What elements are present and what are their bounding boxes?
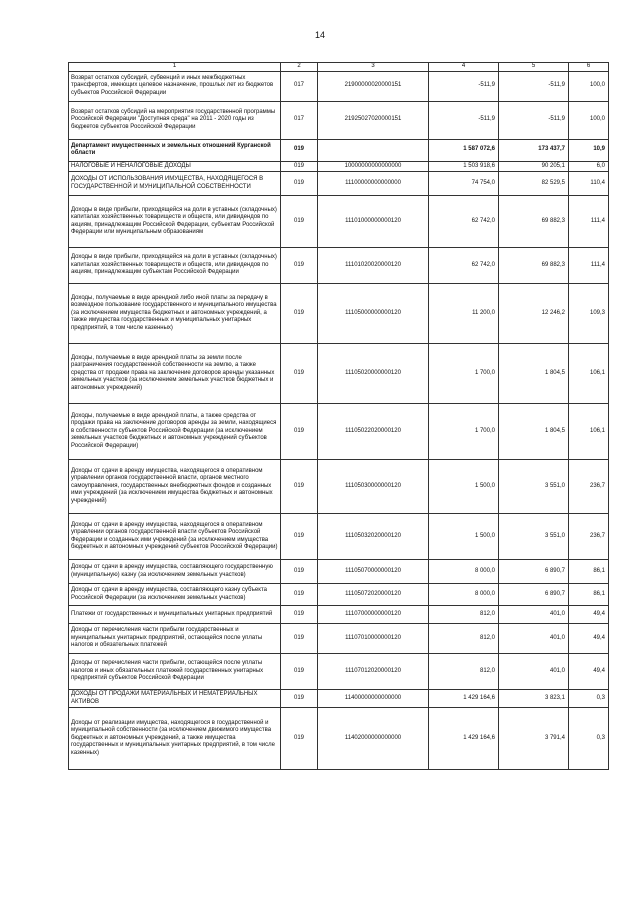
row-percent-cell: 111,4	[569, 248, 609, 284]
header-col-1: 1	[69, 63, 281, 72]
table-row	[69, 654, 609, 690]
row-actual-value-cell: 3 823,1	[499, 690, 569, 708]
row-admin-code-cell: 019	[281, 690, 318, 708]
row-percent-cell: 0,3	[569, 708, 609, 770]
row-percent-cell: 100,0	[569, 71, 609, 101]
row-admin-code-cell: 017	[281, 71, 318, 101]
row-admin-code-cell: 019	[281, 344, 318, 404]
row-plan-value-cell: 1 500,0	[429, 460, 499, 514]
row-percent-cell: 236,7	[569, 460, 609, 514]
table-row	[69, 514, 609, 560]
row-budget-code-cell: 11105022020000120	[318, 404, 429, 460]
row-actual-value-cell: 3 551,0	[499, 514, 569, 560]
row-admin-code-cell: 019	[281, 624, 318, 654]
row-name-cell: Департамент имущественных и земельных отношений Курганской области	[69, 139, 281, 161]
table-row	[69, 344, 609, 404]
row-admin-code-cell: 019	[281, 248, 318, 284]
row-name-cell: Доходы в виде прибыли, приходящейся на доли в уставных (складочных) капиталах хозяйственных товариществ и обществ, или дивидендов по акциям, принадлежащим Российской Федерации, субъектам Российской Федерации или муниципальным образованиям	[69, 196, 281, 248]
row-name-cell: ДОХОДЫ ОТ ПРОДАЖИ МАТЕРИАЛЬНЫХ И НЕМАТЕРИАЛЬНЫХ АКТИВОВ	[69, 690, 281, 708]
table-row	[69, 606, 609, 624]
row-percent-cell: 111,4	[569, 196, 609, 248]
row-plan-value-cell: 11 200,0	[429, 284, 499, 344]
row-admin-code-cell: 019	[281, 560, 318, 584]
row-budget-code-cell: 10000000000000000	[318, 161, 429, 172]
row-plan-value-cell: 62 742,0	[429, 196, 499, 248]
row-plan-value-cell: -511,9	[429, 101, 499, 139]
table-row	[69, 560, 609, 584]
row-actual-value-cell: 82 529,5	[499, 172, 569, 196]
row-admin-code-cell: 019	[281, 584, 318, 606]
row-name-cell: Доходы от перечисления части прибыли государственных и муниципальных унитарных предприятий, остающейся после уплаты налогов и обязательных платежей	[69, 624, 281, 654]
revenue-table	[68, 62, 609, 770]
row-admin-code-cell: 019	[281, 161, 318, 172]
row-budget-code-cell: 11105020000000120	[318, 344, 429, 404]
row-percent-cell: 86,1	[569, 584, 609, 606]
row-name-cell: Доходы от реализации имущества, находящегося в государственной и муниципальной собственности (за исключением движимого имущества бюджетных и автономных учреждений, а также имущества государственных и муниципальных унитарных предприятий, в том числе казенных)	[69, 708, 281, 770]
row-plan-value-cell: 1 503 918,6	[429, 161, 499, 172]
row-plan-value-cell: 812,0	[429, 606, 499, 624]
table-row	[69, 161, 609, 172]
row-name-cell: Возврат остатков субсидий на мероприятия государственной программы Российской Федерации "Доступная среда" на 2011 - 2020 годы из бюджетов субъектов Российской Федерации	[69, 101, 281, 139]
header-col-2: 2	[281, 63, 318, 72]
row-admin-code-cell: 019	[281, 606, 318, 624]
table-row	[69, 101, 609, 139]
row-percent-cell: 0,3	[569, 690, 609, 708]
row-budget-code-cell: 11107012020000120	[318, 654, 429, 690]
table-row	[69, 690, 609, 708]
row-plan-value-cell: 1 700,0	[429, 344, 499, 404]
row-admin-code-cell: 019	[281, 404, 318, 460]
row-name-cell: Доходы в виде прибыли, приходящейся на доли в уставных (складочных) капиталах хозяйственных товариществ и обществ, или дивидендов по акциям, принадлежащим субъектам Российской Федерации	[69, 248, 281, 284]
row-actual-value-cell: 12 246,2	[499, 284, 569, 344]
row-budget-code-cell: 11105032020000120	[318, 514, 429, 560]
row-name-cell: ДОХОДЫ ОТ ИСПОЛЬЗОВАНИЯ ИМУЩЕСТВА, НАХОДЯЩЕГОСЯ В ГОСУДАРСТВЕННОЙ И МУНИЦИПАЛЬНОЙ СОБСТВЕННОСТИ	[69, 172, 281, 196]
row-name-cell: Доходы от сдачи в аренду имущества, находящегося в оперативном управлении органов государственной власти субъектов Российской Федерации и созданных ими учреждений (за исключением имущества бюджетных и автономных учреждений субъектов Российской Федерации)	[69, 514, 281, 560]
row-name-cell: НАЛОГОВЫЕ И НЕНАЛОГОВЫЕ ДОХОДЫ	[69, 161, 281, 172]
row-budget-code-cell: 11400000000000000	[318, 690, 429, 708]
row-actual-value-cell: 1 804,5	[499, 404, 569, 460]
row-percent-cell: 236,7	[569, 514, 609, 560]
row-percent-cell: 6,0	[569, 161, 609, 172]
row-name-cell: Доходы, получаемые в виде арендной платы за земли после разграничения государственной собственности на землю, а также средства от продажи права на заключение договоров аренды указанных земельных участков (за исключением земельных участков бюджетных и автономных учреждений)	[69, 344, 281, 404]
row-budget-code-cell: 11105030000000120	[318, 460, 429, 514]
row-plan-value-cell: 8 000,0	[429, 584, 499, 606]
row-plan-value-cell: 8 000,0	[429, 560, 499, 584]
row-admin-code-cell: 019	[281, 514, 318, 560]
table-row	[69, 584, 609, 606]
table-header-row	[69, 63, 609, 72]
row-plan-value-cell: 1 587 072,6	[429, 139, 499, 161]
row-percent-cell: 100,0	[569, 101, 609, 139]
row-budget-code-cell: 21900000020000151	[318, 71, 429, 101]
row-name-cell: Возврат остатков субсидий, субвенций и иных межбюджетных трансфертов, имеющих целевое назначение, прошлых лет из бюджетов субъектов Российской Федерации	[69, 71, 281, 101]
row-name-cell: Доходы от сдачи в аренду имущества, находящегося в оперативном управлении органов государственной власти, органов местного самоуправления, государственных внебюджетных фондов и созданных ими учреждений (за исключением имущества бюджетных и автономных учреждений)	[69, 460, 281, 514]
row-actual-value-cell: 90 205,1	[499, 161, 569, 172]
row-percent-cell: 109,3	[569, 284, 609, 344]
row-name-cell: Доходы от сдачи в аренду имущества, составляющего казну субъекта Российской Федерации (за исключением земельных участков)	[69, 584, 281, 606]
table-row	[69, 284, 609, 344]
row-admin-code-cell: 019	[281, 139, 318, 161]
row-percent-cell: 10,9	[569, 139, 609, 161]
row-admin-code-cell: 019	[281, 284, 318, 344]
row-actual-value-cell: 3 551,0	[499, 460, 569, 514]
row-actual-value-cell: 6 890,7	[499, 584, 569, 606]
table-row	[69, 172, 609, 196]
table-row	[69, 71, 609, 101]
row-name-cell: Доходы от сдачи в аренду имущества, составляющего государственную (муниципальную) казну (за исключением земельных участков)	[69, 560, 281, 584]
page-number: 14	[314, 30, 325, 40]
row-plan-value-cell: 812,0	[429, 624, 499, 654]
header-col-6: 6	[569, 63, 609, 72]
row-percent-cell: 106,1	[569, 344, 609, 404]
row-name-cell: Доходы от перечисления части прибыли, остающейся после уплаты налогов и иных обязательных платежей государственных унитарных предприятий субъектов Российской Федерации	[69, 654, 281, 690]
header-col-4: 4	[429, 63, 499, 72]
row-actual-value-cell: 3 791,4	[499, 708, 569, 770]
table-row	[69, 248, 609, 284]
table-row	[69, 139, 609, 161]
table-row	[69, 404, 609, 460]
row-plan-value-cell: 1 429 164,6	[429, 690, 499, 708]
row-percent-cell: 49,4	[569, 654, 609, 690]
row-admin-code-cell: 019	[281, 460, 318, 514]
row-name-cell: Платежи от государственных и муниципальных унитарных предприятий	[69, 606, 281, 624]
row-budget-code-cell: 11107010000000120	[318, 624, 429, 654]
row-admin-code-cell: 019	[281, 654, 318, 690]
row-admin-code-cell: 019	[281, 708, 318, 770]
row-name-cell: Доходы, получаемые в виде арендной платы, а также средства от продажи права на заключение договоров аренды за земли, находящиеся в собственности субъектов Российской Федерации (за исключением земельных участков бюджетных и автономных учреждений субъектов Российской Федерации)	[69, 404, 281, 460]
row-plan-value-cell: -511,9	[429, 71, 499, 101]
row-budget-code-cell: 11107000000000120	[318, 606, 429, 624]
row-actual-value-cell: 6 890,7	[499, 560, 569, 584]
table-row	[69, 624, 609, 654]
row-budget-code-cell: 11100000000000000	[318, 172, 429, 196]
row-percent-cell: 106,1	[569, 404, 609, 460]
header-col-3: 3	[318, 63, 429, 72]
row-plan-value-cell: 1 500,0	[429, 514, 499, 560]
row-percent-cell: 110,4	[569, 172, 609, 196]
row-budget-code-cell: 11402000000000000	[318, 708, 429, 770]
row-plan-value-cell: 74 754,0	[429, 172, 499, 196]
row-actual-value-cell: 401,0	[499, 654, 569, 690]
row-actual-value-cell: 401,0	[499, 624, 569, 654]
row-budget-code-cell: 11101000000000120	[318, 196, 429, 248]
row-admin-code-cell: 019	[281, 172, 318, 196]
row-admin-code-cell: 019	[281, 196, 318, 248]
table-row	[69, 196, 609, 248]
row-budget-code-cell: 21925027020000151	[318, 101, 429, 139]
row-budget-code-cell: 11101020020000120	[318, 248, 429, 284]
row-actual-value-cell: 173 437,7	[499, 139, 569, 161]
table-row	[69, 460, 609, 514]
row-budget-code-cell: 11105000000000120	[318, 284, 429, 344]
row-actual-value-cell: 69 882,3	[499, 196, 569, 248]
row-actual-value-cell: 1 804,5	[499, 344, 569, 404]
row-actual-value-cell: -511,9	[499, 101, 569, 139]
row-actual-value-cell: -511,9	[499, 71, 569, 101]
row-plan-value-cell: 812,0	[429, 654, 499, 690]
row-budget-code-cell: 11105070000000120	[318, 560, 429, 584]
row-plan-value-cell: 62 742,0	[429, 248, 499, 284]
table-row	[69, 708, 609, 770]
row-percent-cell: 49,4	[569, 624, 609, 654]
row-percent-cell: 49,4	[569, 606, 609, 624]
row-percent-cell: 86,1	[569, 560, 609, 584]
row-admin-code-cell: 017	[281, 101, 318, 139]
row-actual-value-cell: 401,0	[499, 606, 569, 624]
row-actual-value-cell: 69 882,3	[499, 248, 569, 284]
row-plan-value-cell: 1 700,0	[429, 404, 499, 460]
row-name-cell: Доходы, получаемые в виде арендной либо иной платы за передачу в возмездное пользование государственного и муниципального имущества (за исключением имущества бюджетных и автономных учреждений, а также имущества государственных и муниципальных унитарных предприятий, в том числе казенных)	[69, 284, 281, 344]
header-col-5: 5	[499, 63, 569, 72]
row-plan-value-cell: 1 429 164,6	[429, 708, 499, 770]
row-budget-code-cell: 11105072020000120	[318, 584, 429, 606]
row-budget-code-cell	[318, 139, 429, 161]
